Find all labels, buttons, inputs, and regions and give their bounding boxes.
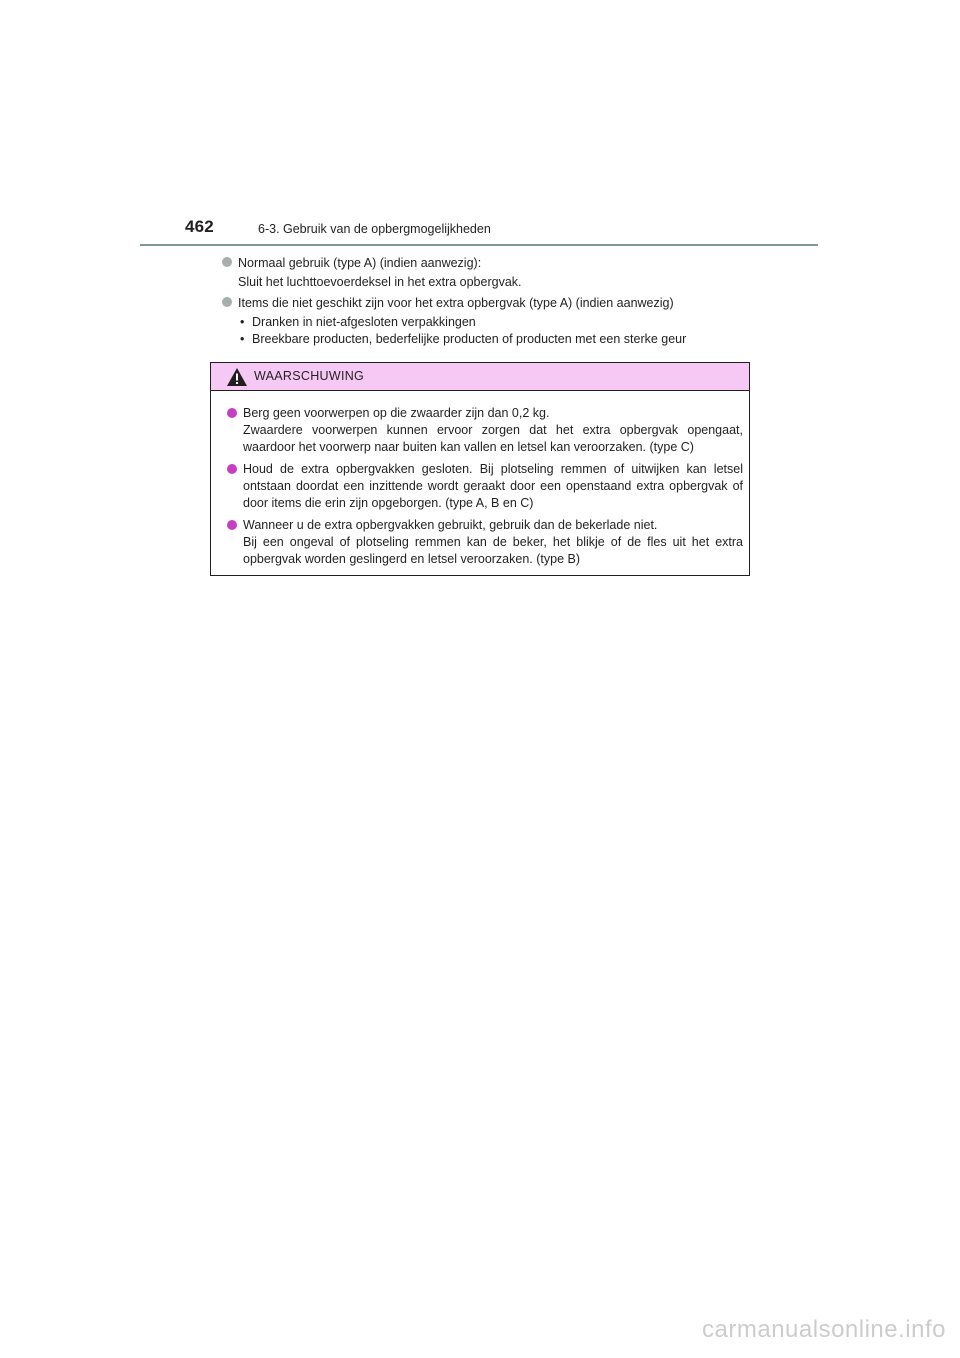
warning-body bbox=[211, 391, 749, 568]
sub-list-item-text: Dranken in niet-afgesloten verpakkingen bbox=[252, 315, 476, 329]
sub-list bbox=[222, 314, 762, 348]
warning-item bbox=[227, 517, 743, 568]
warning-item-text bbox=[243, 461, 743, 512]
header-divider bbox=[140, 244, 818, 246]
warning-bullet-icon bbox=[227, 520, 237, 530]
sub-list-item bbox=[240, 331, 762, 348]
warning-item-text bbox=[243, 517, 743, 568]
warning-item bbox=[227, 461, 743, 512]
warning-title: WAARSCHUWING bbox=[254, 369, 365, 383]
body-content bbox=[222, 255, 762, 348]
sub-bullet-icon: • bbox=[240, 332, 245, 346]
watermark: carmanualsonline.info bbox=[702, 1316, 946, 1343]
warning-bullet-icon bbox=[227, 408, 237, 418]
list-item bbox=[222, 295, 762, 312]
bullet-icon bbox=[222, 257, 232, 267]
page-number: 462 bbox=[185, 217, 214, 236]
warning-item-text bbox=[243, 405, 743, 456]
list-item-detail: Sluit het luchttoevoerdeksel in het extra opbergvak. bbox=[238, 275, 522, 289]
list-item bbox=[222, 255, 762, 272]
list-item-label: Normaal gebruik (type A) (indien aanwezig): bbox=[238, 256, 482, 270]
warning-line: Berg geen voorwerpen op die zwaarder zijn dan 0,2 kg. bbox=[243, 406, 550, 420]
warning-line: Wanneer u de extra opbergvakken gebruikt, gebruik dan de bekerlade niet. bbox=[243, 518, 658, 532]
warning-bullet-icon bbox=[227, 464, 237, 474]
sub-bullet-icon: • bbox=[240, 315, 245, 329]
warning-header bbox=[211, 363, 749, 391]
bullet-icon bbox=[222, 297, 232, 307]
warning-triangle-icon bbox=[226, 367, 248, 387]
warning-line: Zwaardere voorwerpen kunnen ervoor zorgen dat het extra opbergvak opengaat, waardoor het voorwerp naar buiten kan vallen en letsel kan veroorzaken. (type C) bbox=[243, 423, 743, 454]
section-title: 6-3. Gebruik van de opbergmogelijkheden bbox=[258, 222, 491, 236]
list-item-label: Items die niet geschikt zijn voor het extra opbergvak (type A) (indien aanwezig) bbox=[238, 296, 674, 310]
warning-item bbox=[227, 405, 743, 456]
warning-line: Houd de extra opbergvakken gesloten. Bij plotseling remmen of uitwijken kan letsel ontstaan doordat een inzittende wordt geraakt door een openstaand extra opbergvak of door items die erin zijn opgeborgen. (type A, B en C) bbox=[243, 462, 743, 510]
warning-box bbox=[210, 362, 750, 576]
sub-list-item bbox=[240, 314, 762, 331]
warning-line: Bij een ongeval of plotseling remmen kan de beker, het blikje of de fles uit het extra opbergvak worden geslingerd en letsel veroorzaken. (type B) bbox=[243, 535, 743, 566]
sub-list-item-text: Breekbare producten, bederfelijke producten of producten met een sterke geur bbox=[252, 332, 687, 346]
